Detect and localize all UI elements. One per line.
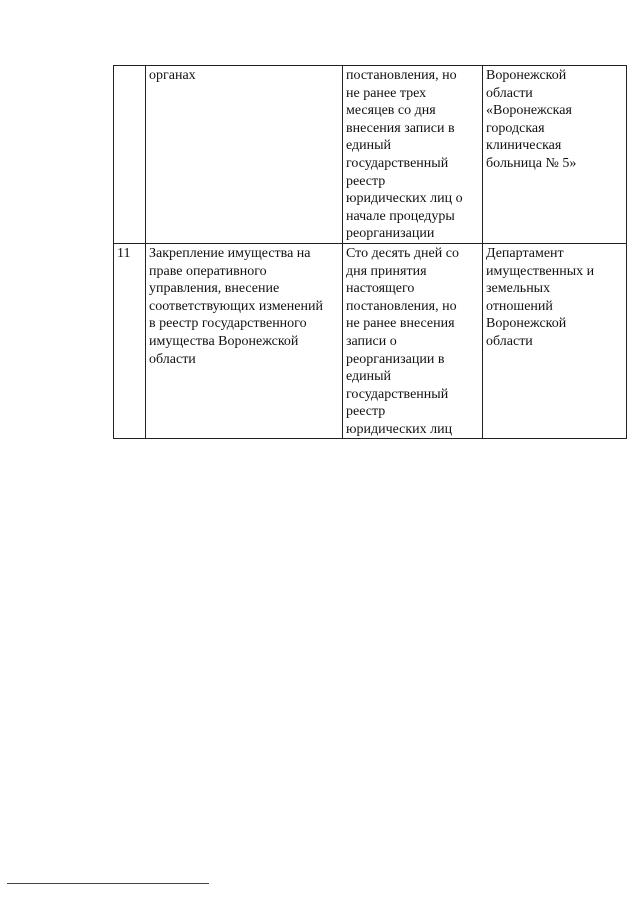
deadline-cell: постановления, но не ранее трех месяцев со дня внесения записи в единый государственный реестр юридических лиц о начале процедуры реорганизации bbox=[343, 66, 483, 244]
responsible-cell: Департамент имущественных и земельных отношений Воронежской области bbox=[483, 243, 627, 439]
action-cell: органах bbox=[146, 66, 343, 244]
deadline-cell: Сто десять дней со дня принятия настоящего постановления, но не ранее внесения записи о реорганизации в единый государственный реестр юридических лиц bbox=[343, 243, 483, 439]
responsible-cell: Воронежской области «Воронежская городская клиническая больница № 5» bbox=[483, 66, 627, 244]
row-number-cell: 11 bbox=[114, 243, 146, 439]
measures-table bbox=[113, 65, 627, 439]
table-row bbox=[114, 66, 627, 244]
action-cell: Закрепление имущества на праве оперативного управления, внесение соответствующих изменений в реестр государственного имущества Воронежской области bbox=[146, 243, 343, 439]
row-number-cell bbox=[114, 66, 146, 244]
table-row bbox=[114, 243, 627, 439]
footnote-rule bbox=[7, 883, 209, 884]
